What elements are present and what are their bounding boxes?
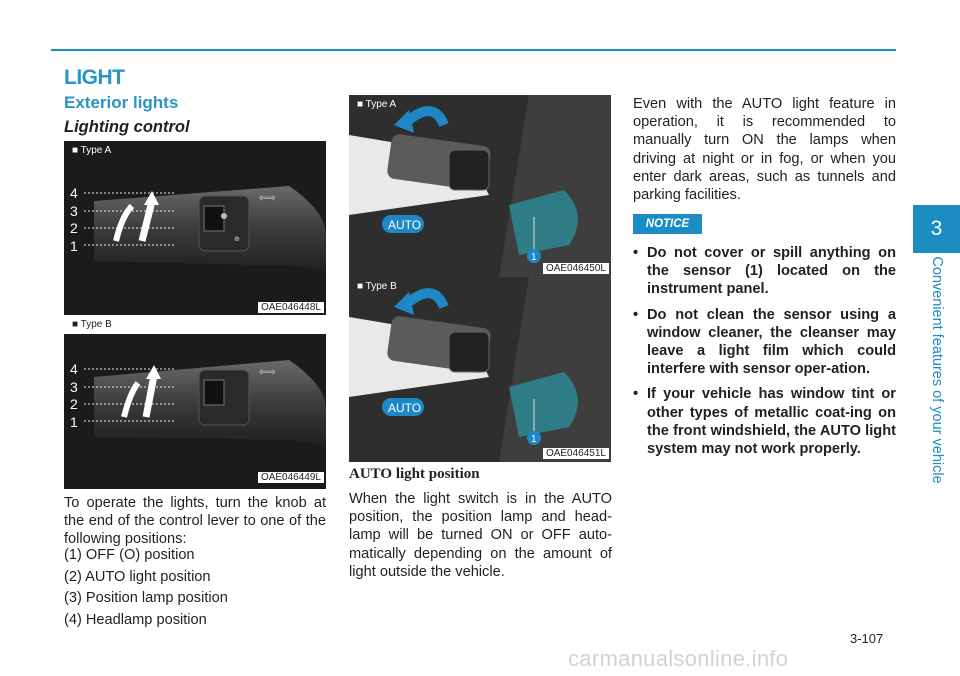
auto-switch-illustration — [349, 95, 611, 277]
page-number: 3-107 — [850, 631, 884, 646]
figure-lever-type-b — [64, 315, 326, 489]
lighting-control-heading: Lighting control — [64, 118, 190, 136]
list-item: (2) AUTO light position — [64, 568, 211, 585]
svg-text:⇦⇨: ⇦⇨ — [259, 367, 276, 378]
svg-text:⇦⇨: ⇦⇨ — [259, 193, 276, 204]
watermark: carmanualsonline.info — [568, 646, 789, 671]
list-item: (4) Headlamp position — [64, 612, 207, 629]
exterior-lights-heading: Exterior lights — [64, 93, 179, 112]
figure-auto-type-a — [349, 95, 611, 277]
list-item: • Do not cover or spill anything on the sensor (1) located on the instrument panel. — [633, 245, 896, 298]
chapter-tab: 3 — [913, 205, 960, 253]
auto-label: AUTO — [388, 218, 422, 232]
notice-list — [633, 244, 896, 465]
figure-type-label: ■ Type A — [357, 99, 397, 110]
figure-code: OAE046449L — [258, 472, 324, 483]
section-title: LIGHT — [64, 66, 125, 89]
figure-type-label: ■ Type B — [357, 281, 397, 292]
figure-lever-type-a — [64, 141, 326, 319]
svg-text:⊕: ⊕ — [234, 236, 240, 243]
lever-illustration — [64, 315, 326, 489]
position-numbers: 4 3 2 1 — [70, 185, 78, 254]
figure-auto-type-b — [349, 277, 611, 462]
auto-light-heading: AUTO light position — [349, 466, 480, 482]
chapter-title: Convenient features of your vehicle — [929, 256, 945, 484]
auto-light-paragraph: When the light switch is in the AUTO position, the position lamp and head-lamp will be turned ON or OFF auto-matically depending on the amount of light outside the vehicle. — [349, 491, 612, 580]
figure-code: OAE046450L — [543, 263, 609, 274]
list-item: • If your vehicle has window tint or other types of metallic coat-ing on the front windshield, the AUTO light system may not work properly. — [633, 386, 896, 458]
intro-paragraph: To operate the lights, turn the knob at the end of the control lever to one of the following positions: — [64, 495, 326, 548]
figure-code: OAE046448L — [258, 302, 324, 313]
figure-code: OAE046451L — [543, 448, 609, 459]
position-list — [64, 545, 228, 632]
list-item: (3) Position lamp position — [64, 590, 228, 607]
notice-badge: NOTICE — [633, 214, 702, 234]
header-rule — [51, 49, 896, 51]
auto-label: AUTO — [388, 401, 422, 415]
sensor-marker: 1 — [531, 434, 537, 445]
figure-type-label: ■ Type A — [72, 145, 112, 156]
list-item: (1) OFF (O) position — [64, 547, 195, 563]
auto-switch-illustration — [349, 277, 611, 462]
figure-type-label: ■ Type B — [72, 319, 112, 330]
position-numbers: 4 3 2 1 — [70, 361, 78, 430]
lever-illustration — [64, 141, 326, 319]
auto-recommendation-paragraph: Even with the AUTO light feature in operation, it is recommended to manually turn ON the lamps when driving at night or in fog, or when you enter dark areas, such as tunnels and parking facilities. — [633, 96, 896, 204]
sensor-marker: 1 — [531, 252, 537, 263]
list-item: • Do not clean the sensor using a window cleaner, the cleanser may leave a light film which could interfere with sensor oper-ation. — [633, 306, 896, 378]
